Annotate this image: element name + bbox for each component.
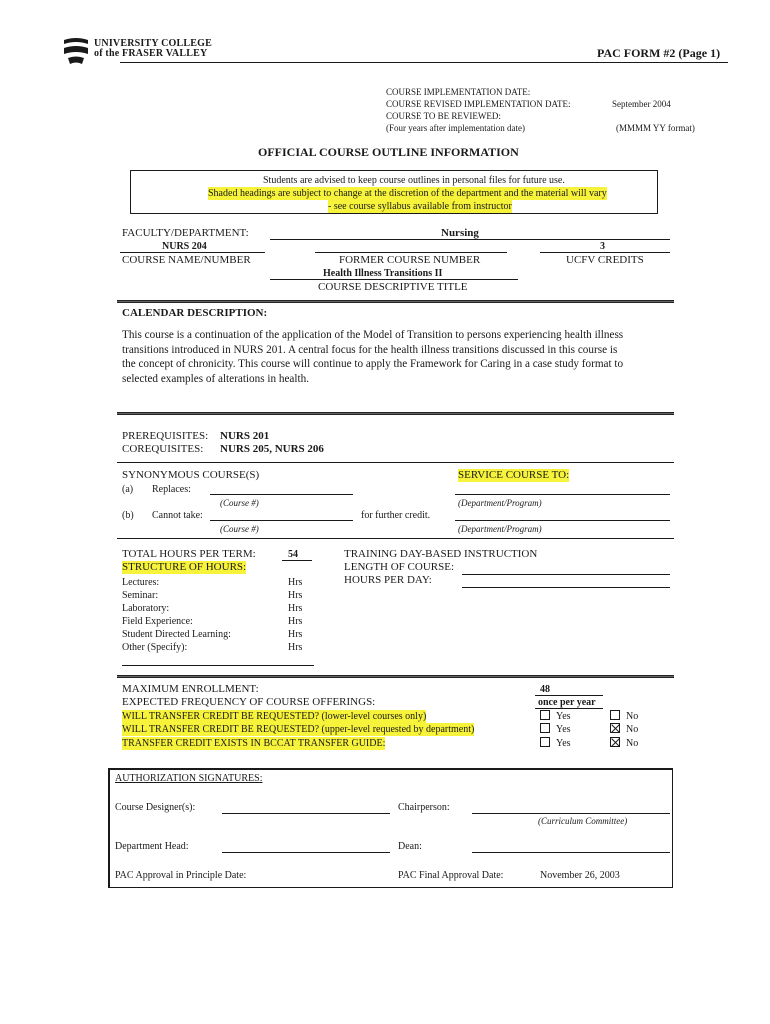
transfer-upper-label: WILL TRANSFER CREDIT BE REQUESTED? (upper-level requested by department) (122, 724, 475, 735)
review-date-label: COURSE TO BE REVIEWED: (386, 111, 501, 121)
service-dept-1: (Department/Program) (458, 498, 542, 508)
replaces-course-num: (Course #) (220, 498, 259, 508)
calendar-line-3: the concept of chronicity. This course will continue to apply the Framework for Caring in a case study format to (122, 358, 624, 370)
cannot-take-course-num: (Course #) (220, 524, 259, 534)
authorization-heading: AUTHORIZATION SIGNATURES: (115, 773, 263, 784)
revised-date-value: September 2004 (612, 99, 671, 109)
ucfv-crest-icon (62, 36, 90, 70)
service-dept-2: (Department/Program) (458, 524, 542, 534)
transfer-lower-yes-label: Yes (556, 711, 571, 722)
cannot-take-label: Cannot take: (152, 510, 203, 521)
synonymous-a: (a) (122, 484, 134, 495)
descriptive-title-value: Health Illness Transitions II (323, 268, 443, 279)
max-enrollment-label: MAXIMUM ENROLLMENT: (122, 683, 259, 695)
service-heading: SERVICE COURSE TO: (458, 469, 570, 481)
service-line-2[interactable] (455, 520, 670, 521)
hours-row-unit-4: Hrs (288, 616, 303, 627)
transfer-lower-no-checkbox[interactable] (610, 710, 620, 720)
total-hours-label: TOTAL HOURS PER TERM: (122, 548, 256, 560)
chair-signature-line[interactable] (472, 813, 670, 814)
faculty-label: FACULTY/DEPARTMENT: (122, 227, 249, 239)
impl-date-label: COURSE IMPLEMENTATION DATE: (386, 87, 531, 97)
page-title: OFFICIAL COURSE OUTLINE INFORMATION (258, 145, 519, 159)
course-name-label: COURSE NAME/NUMBER (122, 254, 251, 266)
calendar-line-4: selected examples of alterations in health. (122, 373, 310, 385)
hours-row-label-4: Field Experience: (122, 616, 193, 627)
dean-label: Dean: (398, 841, 422, 852)
bccat-label: TRANSFER CREDIT EXISTS IN BCCAT TRANSFER GUIDE: (122, 738, 386, 749)
dept-head-label: Department Head: (115, 841, 189, 852)
notice-line1: Students are advised to keep course outlines in personal files for future use. (263, 175, 565, 186)
transfer-upper-yes-checkbox[interactable] (540, 723, 550, 733)
transfer-lower-yes-checkbox[interactable] (540, 710, 550, 720)
bccat-no-label: No (626, 738, 639, 749)
course-number: NURS 204 (162, 241, 207, 252)
header-rule (120, 62, 728, 63)
hours-row-unit-3: Hrs (288, 603, 303, 614)
hours-row-label-3: Laboratory: (122, 603, 170, 614)
section-divider-2 (117, 412, 674, 415)
designer-signature-line[interactable] (222, 813, 390, 814)
prereq-label: PREREQUISITES: (122, 430, 209, 442)
service-line-1[interactable] (455, 494, 670, 495)
descriptive-title-line (270, 279, 518, 280)
course-number-line (120, 252, 265, 253)
dept-head-signature-line[interactable] (222, 852, 390, 853)
faculty-line (270, 239, 670, 240)
frequency-line (535, 708, 603, 709)
length-line[interactable] (462, 574, 670, 575)
former-number-line (315, 252, 507, 253)
former-number-label: FORMER COURSE NUMBER (339, 254, 481, 266)
section-divider-4 (117, 538, 674, 539)
hours-row-label-1: Lectures: (122, 577, 160, 588)
max-enrollment-value: 48 (540, 684, 550, 695)
per-day-label: HOURS PER DAY: (344, 574, 432, 586)
hours-row-label-2: Seminar: (122, 590, 159, 601)
credits-label: UCFV CREDITS (566, 254, 644, 266)
transfer-lower-no-label: No (626, 711, 639, 722)
per-day-line[interactable] (462, 587, 670, 588)
credits-value: 3 (600, 241, 605, 252)
calendar-heading: CALENDAR DESCRIPTION: (122, 307, 268, 319)
transfer-upper-no-checkbox[interactable] (610, 723, 620, 733)
hours-row-unit-2: Hrs (288, 590, 303, 601)
frequency-value: once per year (538, 697, 596, 708)
principle-date-label: PAC Approval in Principle Date: (115, 870, 247, 881)
transfer-upper-no-label: No (626, 724, 639, 735)
bccat-yes-label: Yes (556, 738, 571, 749)
dean-signature-line[interactable] (472, 852, 670, 853)
calendar-line-1: This course is a continuation of the application of the Model of Transition to persons experiencing health illness (122, 329, 624, 341)
cannot-take-line[interactable] (210, 520, 353, 521)
total-hours-line (282, 560, 312, 561)
total-hours-value: 54 (288, 549, 298, 560)
calendar-line-2: transitions introduced in NURS 201. A central focus for the health illness transitions discussed in this course is (122, 344, 618, 356)
final-date-value: November 26, 2003 (540, 870, 620, 881)
notice-line3: - see course syllabus available from instructor (328, 201, 512, 212)
faculty-value: Nursing (441, 227, 479, 239)
bccat-no-checkbox[interactable] (610, 737, 620, 747)
committee-note: (Curriculum Committee) (538, 816, 628, 826)
hours-row-unit-1: Hrs (288, 577, 303, 588)
synonymous-heading: SYNONYMOUS COURSE(S) (122, 469, 260, 481)
transfer-upper-yes-label: Yes (556, 724, 571, 735)
logo-line2: of the FRASER VALLEY (94, 48, 208, 59)
length-label: LENGTH OF COURSE: (344, 561, 455, 573)
bccat-yes-checkbox[interactable] (540, 737, 550, 747)
further-credit-label: for further credit. (361, 510, 431, 521)
section-divider-5 (117, 675, 674, 678)
prereq-value: NURS 201 (220, 430, 270, 442)
revised-date-label: COURSE REVISED IMPLEMENTATION DATE: (386, 99, 571, 109)
chair-label: Chairperson: (398, 802, 450, 813)
hours-row-label-6: Other (Specify): (122, 642, 188, 653)
coreq-label: COREQUISITES: (122, 443, 204, 455)
hours-total-line (122, 665, 314, 666)
review-date-note: (Four years after implementation date) (386, 123, 525, 133)
section-divider-3 (117, 462, 674, 463)
training-label: TRAINING DAY-BASED INSTRUCTION (344, 548, 538, 560)
transfer-lower-label: WILL TRANSFER CREDIT BE REQUESTED? (lower-level courses only) (122, 711, 427, 722)
designer-label: Course Designer(s): (115, 802, 196, 813)
structure-label: STRUCTURE OF HOURS: (122, 561, 247, 573)
notice-line2: Shaded headings are subject to change at the discretion of the department and the material will vary (208, 188, 607, 199)
form-label: PAC FORM #2 (Page 1) (597, 46, 721, 60)
logo-line1: UNIVERSITY COLLEGE (94, 38, 212, 49)
replaces-label: Replaces: (152, 484, 191, 495)
hours-row-label-5: Student Directed Learning: (122, 629, 231, 640)
hours-row-unit-6: Hrs (288, 642, 303, 653)
descriptive-title-label: COURSE DESCRIPTIVE TITLE (318, 281, 468, 293)
section-divider-1 (117, 300, 674, 303)
frequency-label: EXPECTED FREQUENCY OF COURSE OFFERINGS: (122, 696, 376, 708)
ucfv-logo (62, 36, 212, 70)
hours-row-unit-5: Hrs (288, 629, 303, 640)
replaces-line[interactable] (210, 494, 353, 495)
synonymous-b: (b) (122, 510, 134, 521)
credits-line (540, 252, 670, 253)
final-date-label: PAC Final Approval Date: (398, 870, 504, 881)
date-format-note: (MMMM YY format) (616, 123, 695, 133)
coreq-value: NURS 205, NURS 206 (220, 443, 324, 455)
